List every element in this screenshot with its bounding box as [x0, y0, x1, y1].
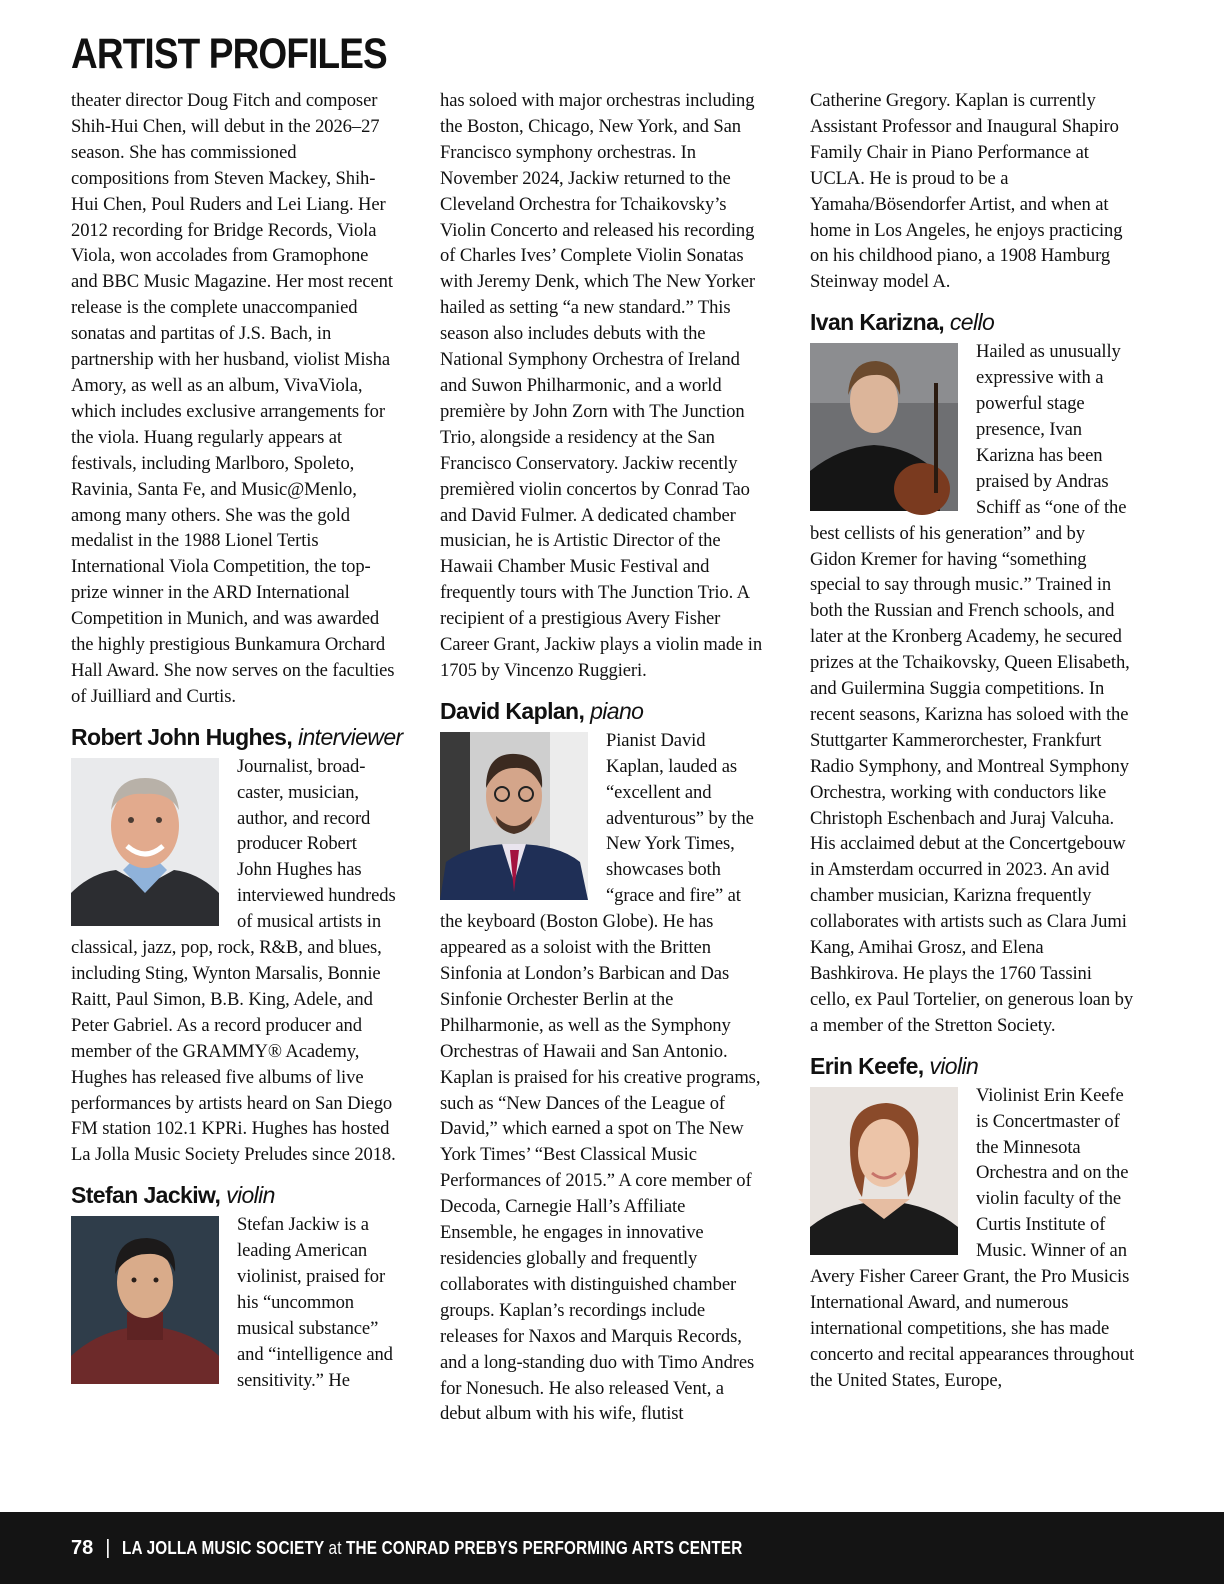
artist-role: cello	[949, 309, 995, 336]
artist-bio: Hailed as unusually expressive with a powerful stage presence, Ivan Karizna has been praised by Andras Schiff as “one of the best cellists of his generation” and by Gidon Kremer for having “something special to say through music.” Trained in both the Russian and French schools, and later at the Kronberg Academy, he secured prizes at the Tchaikovsky, Queen Elisabeth, and Guilermina Suggia competitions. In recent seasons, Karizna has soloed with the Stuttgarter Kammerorchester, Frankfurt Radio Symphony, and Montreal Symphony Orchestra, working with conductors like Christoph Eschenbach and Juraj Valcuha. His acclaimed debut at the Concertgebouw in Amsterdam occurred in 2023. An avid chamber musician, Karizna frequently collaborates with artists such as Clara Jumi Kang, Amihai Grosz, and Elena Bashkirova. He plays the 1760 Tassini cello, ex Paul Tortelier, on generous loan by a member of the Stretton Society.	[810, 341, 1134, 1036]
artist-profile-hughes	[71, 722, 403, 1169]
footer-separator: |	[105, 1536, 111, 1559]
portrait-photo-icon	[71, 758, 219, 926]
artist-profile-karizna	[810, 307, 1135, 1038]
continuation-text: Catherine Gregory. Kaplan is currently Assistant Professor and Inaugural Shapiro Family Chair in Piano Performance at UCLA. He is proud to be a Yamaha/Bösendorfer Artist, and when at home in Los Angeles, he enjoys practicing on his childhood piano, a 1908 Hamburg Steinway model A.	[810, 90, 1123, 293]
portrait-photo-icon	[810, 1087, 958, 1255]
footer-organization	[122, 1538, 742, 1559]
artist-profile-jackiw	[71, 1180, 396, 1393]
artist-role: violin	[929, 1052, 979, 1079]
footer-at: at	[328, 1537, 343, 1558]
artist-heading	[71, 722, 403, 752]
footer-venue: THE CONRAD PREBYS PERFORMING ARTS CENTER	[346, 1537, 743, 1558]
artist-name: Erin Keefe,	[810, 1052, 924, 1079]
artist-heading	[71, 1180, 396, 1210]
artist-bio: Stefan Jackiw is a leading American violinist, praised for his “uncommon musical substance” and “intelligence and sensitivity.” He	[237, 1214, 393, 1391]
artist-name: Robert John Hughes,	[71, 723, 293, 750]
artist-name: David Kaplan,	[440, 697, 585, 724]
artist-role: piano	[590, 697, 644, 724]
artist-name: Ivan Karizna,	[810, 309, 945, 336]
artist-bio: Pianist David Kaplan, lauded as “excellent and adventurous” by the New York Times, showcases both “grace and fire” at the keyboard (Boston Globe). He has appeared as a soloist with the Britten Sinfonia at London’s Barbican and Das Sinfonie Orchester Berlin at the Philharmonie, as well as the Symphony Orchestras of Hawaii and San Antonio. Kaplan is praised for his creative programs, such as “New Dances of the League of David,” which earned a spot on The New York Times’ “Best Classical Music Performances of 2015.” A core member of Decoda, Carnegie Hall’s Affiliate Ensemble, he engages in innovative residencies globally and frequently collaborates with distinguished chamber groups. Kaplan’s recordings include releases for Naxos and Marquis Records, and a long-standing duo with Timo Andres for Nonesuch. He also released Vent, a debut album with his wife, flutist	[440, 729, 761, 1425]
footer-org-name: LA JOLLA MUSIC SOCIETY	[122, 1537, 325, 1558]
artist-bio: Journalist, broad-caster, musician, author, and record producer Robert John Hughes has interviewed hundreds of musical artists in classical, jazz, pop, rock, R&B, and blues, including Sting, Wynton Marsalis, Bonnie Raitt, Paul Simon, B.B. King, Adele, and Peter Gabriel. As a record producer and member of the GRAMMY® Academy, Hughes has released five albums of live performances by artists heard on San Diego FM station 102.1 KPRi. Hughes has hosted La Jolla Music Society Preludes since 2018.	[71, 755, 396, 1166]
artist-heading	[810, 1051, 1135, 1081]
artist-heading	[810, 307, 1135, 337]
artist-profile-kaplan	[440, 696, 765, 1427]
artist-bio: Violinist Erin Keefe is Concertmaster of the Minnesota Orchestra and on the violin faculty of the Curtis Institute of Music. Winner of an Avery Fisher Career Grant, the Pro Musicis International Award, and numerous international competitions, she has made concerto and recital appearances throughout the United States, Europe,	[810, 1084, 1135, 1391]
artist-heading	[440, 696, 765, 726]
page-title: ARTIST PROFILES	[71, 30, 387, 78]
portrait-photo-icon	[440, 732, 588, 900]
column-3	[810, 88, 1135, 1394]
artist-name: Stefan Jackiw,	[71, 1182, 221, 1209]
artist-role: interviewer	[297, 723, 403, 750]
column-1	[71, 88, 403, 1394]
continuation-text: theater director Doug Fitch and composer Shih-Hui Chen, will debut in the 2026–27 season. She has commissioned compositions from Steven Mackey, Shih-Hui Chen, Poul Ruders and Lei Liang. Her 2012 recording for Bridge Records, Viola Viola, won accolades from Gramophone and BBC Music Magazine. Her most recent release is the complete unaccompanied sonatas and partitas of J.S. Bach, in partnership with her husband, violist Misha Amory, as well as an album, VivaViola, which includes exclusive arrangements for the viola. Huang regularly appears at festivals, including Marlboro, Spoleto, Ravinia, Santa Fe, and Music@Menlo, among many others. She was the gold medalist in the 1988 Lionel Tertis International Viola Competition, the top-prize winner in the ARD International Competition in Munich, and was awarded the highly prestigious Bunkamura Orchard Hall Award. She now serves on the faculties of Juilliard and Curtis.	[71, 90, 395, 707]
artist-profile-keefe	[810, 1051, 1135, 1394]
portrait-photo-icon	[71, 1216, 219, 1384]
artist-role: violin	[226, 1182, 275, 1209]
page-footer	[0, 1512, 1224, 1584]
portrait-photo-icon	[810, 343, 958, 511]
page-number: 78	[71, 1536, 94, 1559]
column-2	[440, 88, 765, 1427]
continuation-text: has soloed with major orchestras including the Boston, Chicago, New York, and San Francisco symphony orchestras. In November 2024, Jackiw returned to the Cleveland Orchestra for Tchaikovsky’s Violin Concerto and released his recording of Charles Ives’ Complete Violin Sonatas with Jeremy Denk, which The New Yorker hailed as setting “a new standard.” This season also includes debuts with the National Symphony Orchestra of Ireland and Suwon Philharmonic, and a world première by John Zorn with The Junction Trio, alongside a residency at the San Francisco Conservatory. Jackiw recently premièred violin concertos by Conrad Tao and David Fulmer. A dedicated chamber musician, he is Artistic Director of the Hawaii Chamber Music Festival and frequently tours with The Junction Trio. A recipient of a prestigious Avery Fisher Career Grant, Jackiw plays a violin made in 1705 by Vincenzo Ruggieri.	[440, 90, 763, 681]
